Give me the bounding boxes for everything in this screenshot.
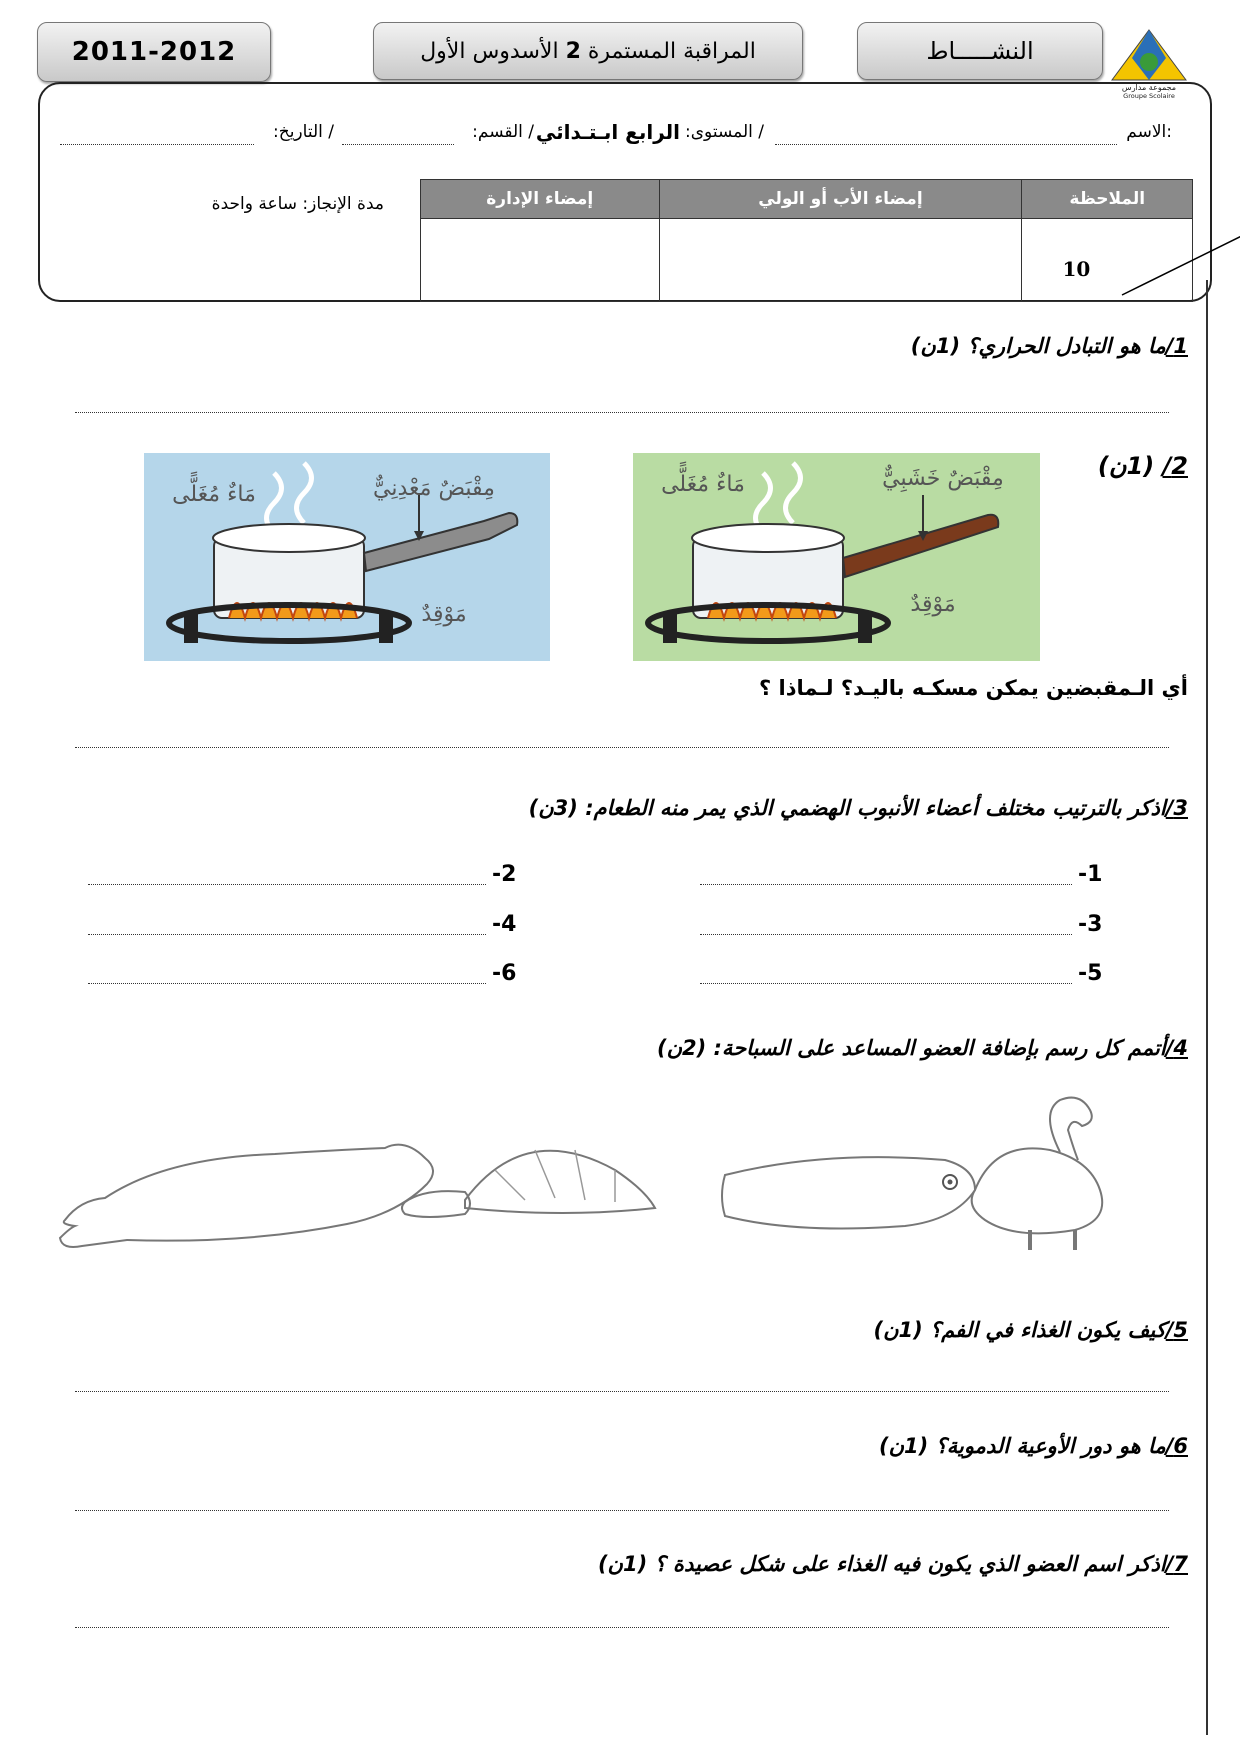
question-7-text: اذكر اسم العضو الذي يكون فيه الغذاء على شكل عصيدة ؟ (1ن) (597, 1552, 1166, 1576)
pot-wood-handle-image (633, 453, 1040, 661)
question-2-points: (1ن) (1097, 452, 1155, 480)
exam-title-post: الأسدوس الأول (420, 38, 559, 64)
year-tab (37, 22, 271, 82)
activity-label: النشـــــاط (926, 37, 1034, 65)
organ-item-2: -2 (492, 862, 517, 887)
organ-item-6: -6 (492, 961, 517, 986)
question-5-text: كيف يكون الغذاء في الفم؟ (1ن) (873, 1318, 1166, 1342)
header-parent-signature: إمضاء الأب أو الولي (659, 180, 1022, 219)
question-2-text: أي الـمقبضين يمكن مسكـه باليـد؟ لـماذا ؟ (759, 676, 1188, 700)
question-4-text: أتمم كل رسم بإضافة العضو المساعد على السباحة: (2ن) (656, 1036, 1166, 1060)
class-field[interactable] (342, 144, 454, 145)
swimming-animals-drawing (55, 1090, 1165, 1270)
answer-line-6[interactable] (75, 1510, 1169, 1511)
stove-label-2: مَوْقِدٌ (910, 592, 956, 617)
question-1-text: ما هو التبادل الحراري؟ (1ن) (910, 334, 1166, 358)
name-label: الاسم: (1126, 122, 1172, 142)
question-7 (598, 1552, 1188, 1576)
organ-field-1[interactable] (700, 884, 1072, 885)
organ-field-5[interactable] (700, 983, 1072, 984)
answer-line-1[interactable] (75, 412, 1169, 413)
score-cell[interactable] (1022, 219, 1193, 302)
date-label: / التاريخ: (273, 122, 334, 142)
organ-field-4[interactable] (88, 934, 486, 935)
question-3-text: اذكر بالترتيب مختلف أعضاء الأنبوب الهضمي الذي يمر منه الطعام: (3ن) (528, 796, 1166, 820)
answer-line-2[interactable] (75, 747, 1169, 748)
logo-caption-ar: مجموعة مدارس (1121, 83, 1177, 92)
admin-signature-cell[interactable] (421, 219, 660, 302)
pot-metal-handle-image (144, 453, 550, 661)
class-label: / القسم: (472, 122, 534, 142)
date-field[interactable] (60, 144, 254, 145)
question-7-number: 7/ (1165, 1552, 1188, 1576)
question-6-number: 6/ (1165, 1434, 1188, 1458)
exam-title-tab (373, 22, 803, 80)
organ-field-6[interactable] (88, 983, 486, 984)
score-max: 10 (1062, 257, 1091, 281)
organ-item-3: -3 (1078, 912, 1103, 937)
logo-caption-latin: Groupe Scolaire (1123, 92, 1175, 100)
question-4 (657, 1036, 1188, 1060)
school-year: 2011-2012 (71, 37, 237, 67)
exam-title-pre: المراقبة المستمرة (587, 38, 756, 64)
organ-item-1: -1 (1078, 862, 1103, 887)
fish-outline (722, 1157, 975, 1228)
question-5 (873, 1318, 1188, 1342)
metal-handle-label: مِقْبَضٌ مَعْدِنِيٌّ (373, 476, 495, 501)
question-2 (1098, 452, 1188, 480)
question-3 (529, 796, 1188, 820)
question-3-number: 3/ (1165, 796, 1188, 820)
question-5-number: 5/ (1165, 1318, 1188, 1342)
organ-item-5: -5 (1078, 961, 1103, 986)
organ-item-4: -4 (492, 912, 517, 937)
seal-outline (60, 1145, 433, 1247)
header-remark: الملاحظة (1022, 180, 1193, 219)
boiled-water-label-2: مَاءٌ مُغَلًّى (661, 472, 745, 497)
question-6 (879, 1434, 1188, 1458)
boiled-water-label-1: مَاءٌ مُغَلًّى (172, 482, 256, 507)
question-1 (911, 334, 1188, 358)
stove-label-1: مَوْقِدٌ (421, 602, 467, 627)
exam-title-num: 2 (565, 38, 581, 64)
answer-line-5[interactable] (75, 1391, 1169, 1392)
turtle-outline (402, 1150, 655, 1217)
question-2-number: 2/ (1162, 452, 1188, 480)
swan-outline (972, 1098, 1103, 1250)
organ-field-2[interactable] (88, 884, 486, 885)
header-admin-signature: إمضاء الإدارة (421, 180, 660, 219)
level-value: الرابع ابـتـدائي (535, 120, 680, 144)
activity-tab (857, 22, 1103, 80)
level-label: / المستوى: (685, 122, 764, 142)
wood-handle-label: مِقْبَضٌ خَشَبِيٌّ (882, 466, 1004, 491)
organ-field-3[interactable] (700, 934, 1072, 935)
answer-line-7[interactable] (75, 1627, 1169, 1628)
question-1-number: 1/ (1165, 334, 1188, 358)
parent-signature-cell[interactable] (659, 219, 1022, 302)
student-info-line (60, 120, 1172, 150)
duration-text: مدة الإنجاز: ساعة واحدة (211, 194, 384, 214)
question-4-number: 4/ (1165, 1036, 1188, 1060)
signature-table (420, 179, 1193, 302)
name-field[interactable] (775, 144, 1117, 145)
page-margin-rule (1206, 280, 1208, 1735)
question-6-text: ما هو دور الأوعية الدموية؟ (1ن) (879, 1434, 1166, 1458)
